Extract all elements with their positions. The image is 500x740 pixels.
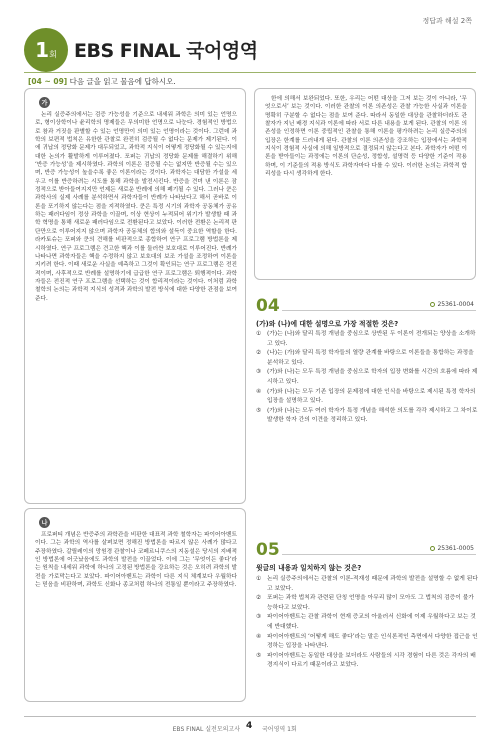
option[interactable] — [256, 613, 478, 632]
question-05-number: 05 — [256, 540, 280, 560]
question-04-number: 04 — [256, 296, 280, 316]
passage-continuation-text — [265, 95, 467, 275]
passage-ga-tag: 가 — [39, 97, 50, 108]
code-dot-icon — [430, 546, 435, 551]
footer-divider — [24, 716, 476, 717]
option-marker: ① — [256, 331, 262, 337]
page-header — [0, 0, 500, 62]
option-marker: ④ — [256, 633, 262, 640]
instruction — [28, 76, 176, 87]
option[interactable] — [256, 594, 478, 613]
option[interactable] — [256, 652, 478, 671]
question-04-options — [256, 330, 478, 426]
question-05-stem: 윗글의 내용과 일치하지 않는 것은? — [256, 564, 362, 572]
page-number: 4 — [246, 721, 253, 731]
option[interactable] — [256, 349, 478, 368]
question-04-stem: (가)와 (나)에 대한 설명으로 가장 적절한 것은? — [256, 320, 399, 328]
passage-paragraph: 논리 실증주의에서는 검증 가능성을 기준으로 내세워 과학은 의미 있는 언명으로, 형이상학이나 윤리학의 명제들은 무의미한 언명으로 나눈다. 경험적인 방법으로 참과 거짓을 판별할 수 있는 언명만이 의미 있는 언명이라는 것이다. 그런데 과학의 보편적 법칙은 유한한 관찰로 완전히 검증될 수 없다는 문제가 제기된다. 이에 귀납의 정당화 문제가 대두되었고, 과학적 지식이 어떻게 정당화될 수 있는지에 대한 논의가 활발하게 이루어졌다. 포퍼는 귀납의 정당화 문제를 해결하기 위해 ‘반증 가능성’을 제시하였다. 과학의 이론은 검증될 수는 없지만 반증될 수는 있으며, 반증 가능성이 높을수록 좋은 이론이라는 것이다. 과학자는 대담한 가설을 세우고 이를 반증하려는 시도를 통해 과학을 발전시킨다. 반증을 견뎌 낸 이론은 잠정적으로 받아들여지지만 언제든 새로운 반례에 의해 폐기될 수 있다. 그러나 쿤은 과학사의 실제 사례를 분석하면서 과학자들이 반례가 나타났다고 해서 곧바로 이론을 포기하지 않는다는 점을 지적하였다. 쿤은 특정 시기의 과학자 공동체가 공유하는 패러다임이 정상 과학을 이끌며, 이상 현상이 누적되어 위기가 발생할 때 과학 혁명을 통해 새로운 패러다임으로 전환된다고 보았다. 이러한 전환은 논리적 판단만으로 이루어지지 않으며 과학자 공동체의 합의와 설득이 중요한 역할을 한다. 라카토슈는 포퍼와 쿤의 견해를 비판적으로 종합하여 연구 프로그램 방법론을 제시하였다. 연구 프로그램은 견고한 핵과 이를 둘러싼 보호대로 이루어진다. 반례가 나타나면 과학자들은 핵을 수정하지 않고 보호대의 보조 가설을 조정하여 이론을 지키려 한다. 이때 새로운 사실을 예측하고 그것이 확인되는 연구 프로그램은 전진적이며, 사후적으로 반례를 설명하기에 급급한 연구 프로그램은 퇴행적이다. 과학자들은 전진적 연구 프로그램을 선택하는 것이 합리적이라는 것이다. 이처럼 과학 철학의 논의는 과학적 지식의 성격과 과학의 발전 방식에 대한 다양한 관점을 보여 준다. — [35, 112, 237, 302]
passage-paragraph: 프로퍼티 개념은 반증주의 과학관을 비판한 대표적 과학 철학자는 파이어아벤트이다. 그는 과학의 역사를 살펴보면 정해진 방법론을 따르지 않은 사례가 많다고 주장하였다. 갈릴레이의 망원경 관찰이나 코페르니쿠스의 지동설은 당시의 지배적인 방법론에 어긋났음에도 과학의 발전을 이끌었다. 이에 그는 ‘무엇이든 좋다’라는 원칙을 내세워 과학에 하나의 고정된 방법론을 강요하는 것은 오히려 과학의 발전을 가로막는다고 보았다. 파이어아벤트는 과학이 다른 지식 체계보다 우월하다는 믿음을 비판하며, 과학도 신화나 종교처럼 하나의 전통일 뿐이라고 주장하였다. — [35, 532, 237, 589]
option[interactable] — [256, 388, 478, 407]
answer-reference: 정답과 해설 2쪽 — [422, 17, 472, 25]
option-text: 파이어아벤트의 ‘어떻게 해도 좋다’라는 말은 인식론적인 측면에서 다양한 접근을 인정하는 입장을 나타낸다. — [267, 633, 478, 650]
passage-na-text — [35, 531, 237, 697]
option-text: (가)와 (나)는 모두 기존 입장의 문제점에 대한 인식을 바탕으로 제시된 특정 학자의 입장을 설명하고 있다. — [267, 388, 476, 405]
passage-na-box — [24, 508, 246, 702]
footer-left: EBS FINAL 실전모의고사 — [172, 726, 240, 733]
option[interactable] — [256, 575, 478, 594]
option-marker: ③ — [256, 369, 262, 376]
question-05-options — [256, 575, 478, 671]
option-marker: ⑤ — [256, 407, 262, 414]
header-divider — [24, 72, 476, 73]
option-text: (가)와 (나)는 모두 여러 학자가 특정 개념을 해석한 의도를 각각 제시하고 그 차이로 발생한 학자 간의 이견을 정리하고 있다. — [267, 407, 478, 424]
passage-ga-text — [35, 111, 237, 499]
option[interactable] — [256, 633, 478, 652]
option-text: 포퍼는 과학 법칙과 관련된 단칭 언명을 아무리 많이 모아도 그 법칙의 검증이 불가능하다고 보았다. — [267, 595, 474, 611]
option[interactable] — [256, 330, 478, 349]
footer-right: 국어영역 1회 — [262, 726, 297, 733]
option-marker: ② — [256, 595, 262, 602]
option[interactable] — [256, 407, 478, 426]
passage-ga-box — [24, 88, 246, 504]
passage-na-tag: 나 — [39, 517, 50, 528]
option[interactable] — [256, 368, 478, 387]
passage-continuation-box — [254, 88, 476, 280]
passage-paragraph: 한에 의해서 보완되었다. 또한, 우리는 어떤 대상을 그저 보는 것이 아니라, ‘무엇으로서’ 보는 것이다. 이러한 관찰의 이론 의존성은 관찰 가능한 사실과 이론을 명확히 구분할 수 없다는 점을 보여 준다. 따라서 동일한 대상을 관찰하더라도 관찰자가 지닌 배경 지식과 이론에 따라 서로 다른 내용을 보게 된다. 관찰의 이론 의존성을 인정하면 이론 중립적인 관찰을 통해 이론을 평가하려는 논리 실증주의의 입장은 한계를 드러내게 된다. 관찰의 이론 의존성을 강조하는 입장에서는 과학적 지식이 경험적 사실에 의해 일방적으로 결정되지 않는다고 본다. 과학자가 어떤 이론을 받아들이는 과정에는 이론의 단순성, 정합성, 설명력 등 다양한 기준이 작용하며, 이 기준들의 적용 방식도 과학자마다 다를 수 있다. 이러한 논의는 과학적 합리성을 다시 생각하게 한다. — [265, 96, 467, 178]
option-text: 파이어아벤트는 관찰 과학이 현재 증교의 아울러서 신화에 이제 우월하다고 보는 것에 반대했다. — [267, 614, 476, 630]
round-badge — [24, 28, 68, 72]
option-marker: ② — [256, 350, 262, 357]
question-range: [04 ~ 09] — [28, 77, 68, 86]
option-text: (가)는 (나)와 달리 특정 개념을 중심으로 상반된 두 이론이 전개되는 양상을 소개하고 있다. — [267, 331, 476, 347]
option-text: (가)와 (나)는 모두 특정 개념을 중심으로 학자의 입장 변화를 시간의 흐름에 따라 제시하고 있다. — [267, 369, 478, 385]
option-marker: ① — [256, 576, 262, 582]
round-number: 1 — [35, 38, 50, 62]
code-dot-icon — [430, 302, 435, 307]
page-footer — [0, 722, 500, 736]
question-05-code-text: 25361-0005 — [437, 545, 474, 552]
question-04-rule — [282, 310, 476, 311]
round-suffix: 회 — [49, 49, 57, 59]
question-04-code — [430, 301, 474, 308]
option-marker: ④ — [256, 388, 262, 395]
option-text: 파이어아벤트는 동일한 대상을 보더라도 사람들의 시각 경험이 다른 것은 각자의 배경지식이 다르기 때문이라고 보았다. — [267, 652, 476, 669]
option-marker: ③ — [256, 614, 262, 621]
question-05-rule — [282, 554, 476, 555]
question-04-code-text: 25361-0004 — [437, 301, 474, 308]
question-05-code — [430, 545, 474, 552]
instruction-text: 다음 글을 읽고 물음에 답하시오. — [67, 77, 176, 86]
option-text: 논리 실증주의에서는 관찰의 이론-적재성 때문에 과학의 발전을 설명할 수 없게 된다고 보았다. — [267, 576, 478, 592]
option-text: (나)는 (가)와 달리 특정 학자들의 열량 관계를 바탕으로 이론들을 통합하는 과정을 분석하고 있다. — [267, 350, 474, 366]
page-title: EBS FINAL 국어영역 — [74, 40, 258, 62]
option-marker: ⑤ — [256, 652, 262, 659]
